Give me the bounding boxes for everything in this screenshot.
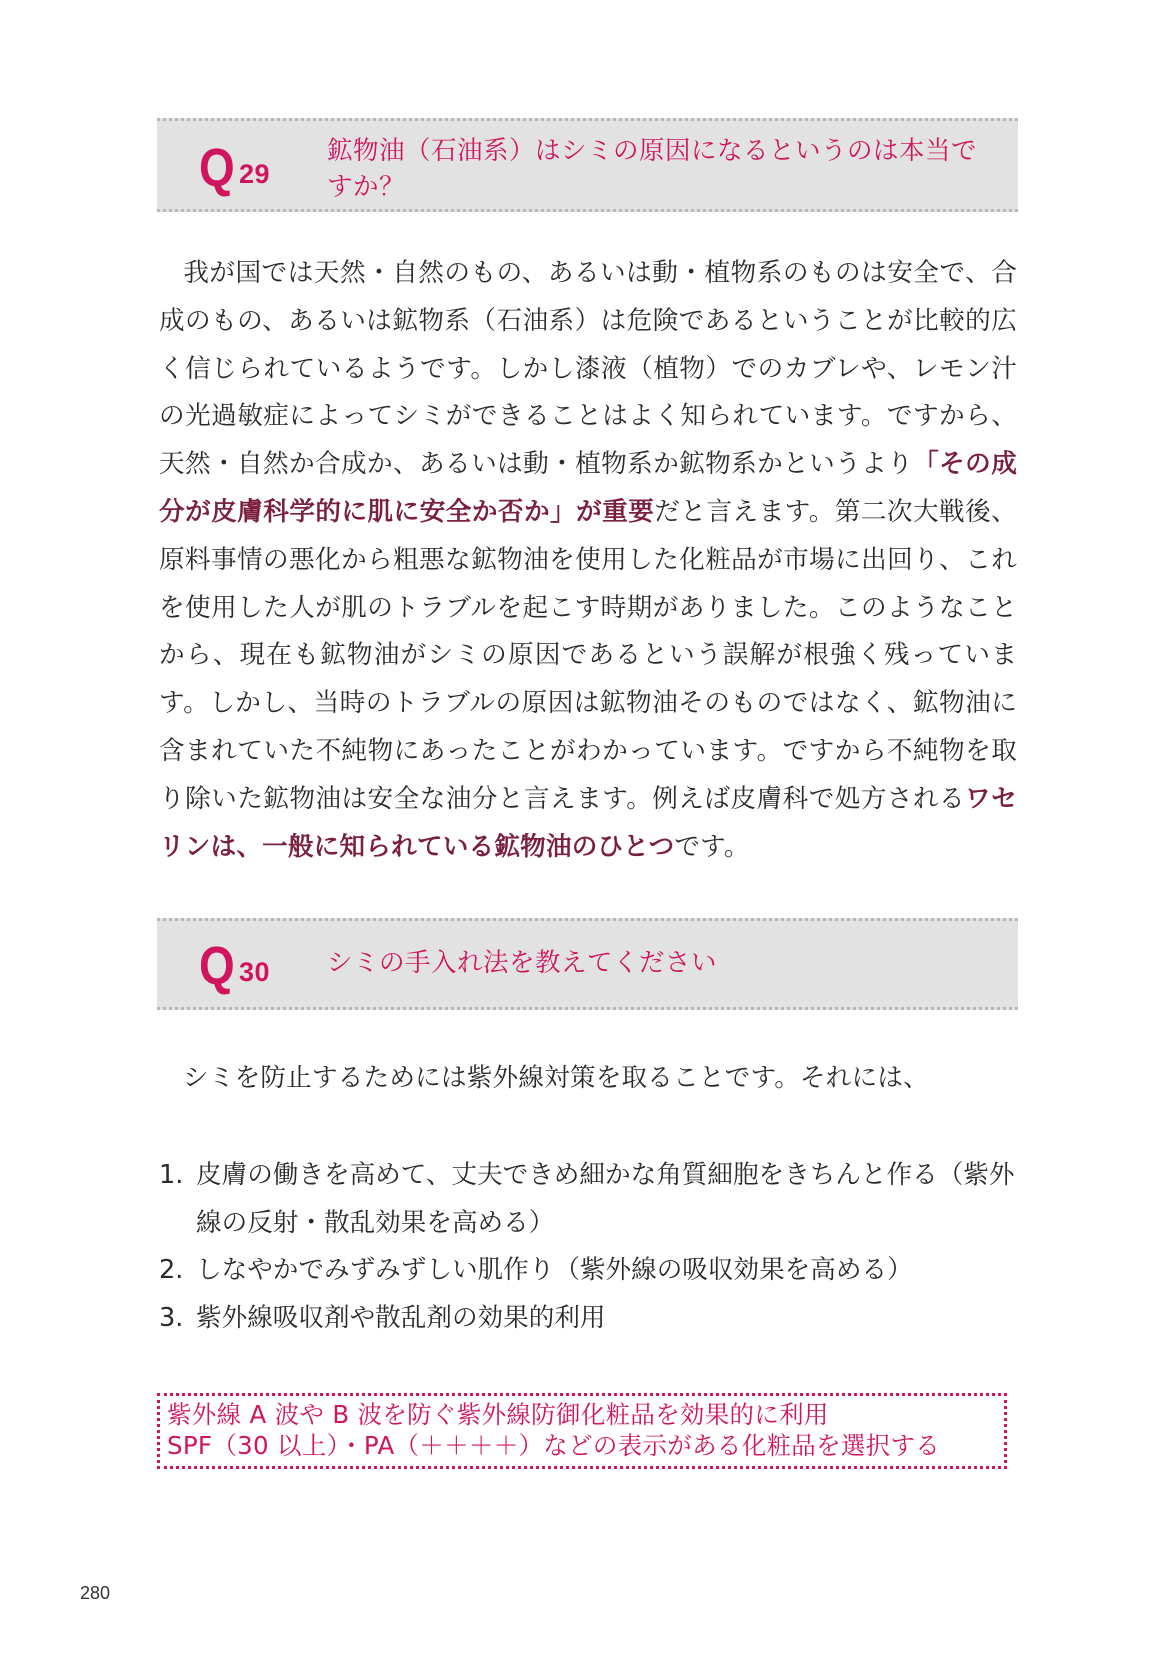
answer-29-text-1: 我が国では天然・自然のもの、あるいは動・植物系のものは安全で、合成のもの、あるいは鉱物系（石油系）は危険であるということが比較的広く信じられているようです。しかし漆液（植物）でのカブレや、レモン汁の光過敏症によってシミができることはよく知られています。ですから、天然・自然か合成か、あるいは動・植物系か鉱物系かというより bbox=[159, 258, 1017, 480]
answer-29-text-2: だと言えます。第二次大戦後、原料事情の悪化から粗悪な鉱物油を使用した化粧品が市場に出回り、これを使用した人が肌のトラブルを起こす時期がありました。このようなことから、現在も鉱物油がシミの原因であるという誤解が根強く残っています。しかし、当時のトラブルの原因は鉱物油そのものではなく、鉱物油に含まれていた不純物にあったことがわかっています。ですから不純物を取り除いた鉱物油は安全な油分と言えます。例えば皮膚科で処方される bbox=[159, 496, 1017, 814]
question-number: 30 bbox=[239, 957, 271, 987]
page-number: 280 bbox=[80, 1583, 111, 1603]
answer-29-paragraph bbox=[159, 250, 1017, 871]
list-item bbox=[159, 1247, 1017, 1295]
note-line-1: 紫外線 A 波や B 波を防ぐ紫外線防御化粧品を効果的に利用 bbox=[167, 1400, 829, 1429]
question-30-label bbox=[199, 936, 271, 996]
list-item bbox=[159, 1152, 1017, 1247]
q-letter: Q bbox=[199, 138, 235, 198]
list-item-text: 紫外線吸収剤や散乱剤の効果的利用 bbox=[196, 1302, 606, 1333]
answer-29-emphasis-1: 「その成分が皮膚科学的に肌に安全か否か」が重要 bbox=[159, 449, 1017, 527]
answer-29-emphasis-2: ワセリンは、一般に知られている鉱物油のひとつ bbox=[159, 783, 1018, 862]
question-30-title: シミの手入れ法を教えてください bbox=[327, 948, 718, 978]
note-line-2: SPF（30 以上）・PA（＋＋＋＋）などの表示がある化粧品を選択する bbox=[167, 1431, 941, 1460]
question-29-header bbox=[157, 118, 1018, 212]
list-item-text: 皮膚の働きを高めて、丈夫できめ細かな角質細胞をきちんと作る（紫外線の反射・散乱効果を高める） bbox=[196, 1160, 1015, 1238]
q-letter: Q bbox=[199, 936, 235, 996]
question-30-header bbox=[157, 918, 1018, 1010]
sunscreen-note-box bbox=[157, 1393, 1007, 1469]
question-29-title: 鉱物油（石油系）はシミの原因になるというのは本当ですか？ bbox=[327, 136, 978, 202]
list-item bbox=[159, 1295, 1017, 1343]
answer-29-text-3: です。 bbox=[674, 831, 750, 862]
list-item-number: 2. bbox=[159, 1255, 184, 1286]
list-item-number: 1. bbox=[159, 1160, 184, 1190]
list-item-number: 3. bbox=[159, 1302, 184, 1333]
answer-30-intro: シミを防止するためには紫外線対策を取ることです。それには、 bbox=[183, 1063, 929, 1093]
uv-measures-list bbox=[159, 1152, 1017, 1342]
question-number: 29 bbox=[239, 159, 271, 189]
list-item-text: しなやかでみずみずしい肌作り（紫外線の吸収効果を高める） bbox=[196, 1255, 913, 1286]
question-29-label bbox=[199, 138, 271, 198]
